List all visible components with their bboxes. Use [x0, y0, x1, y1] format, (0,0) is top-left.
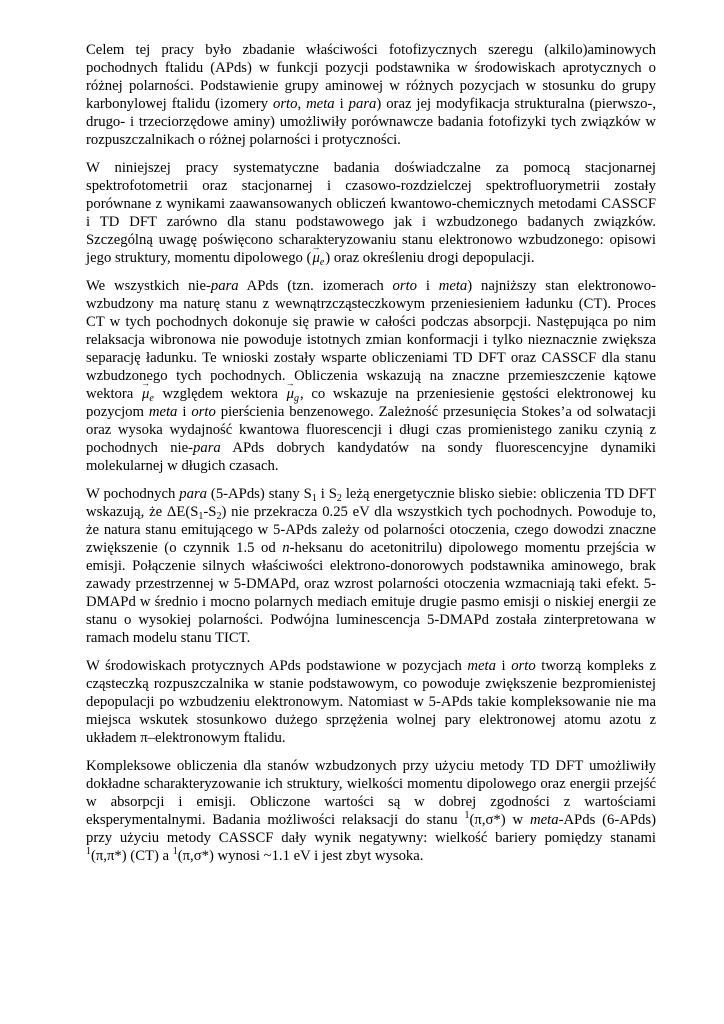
text: ) najniższy stan elektronowo-wzbudzony ma naturę stanu z wewnątrzcząsteczkowym przeniesieniem ładunku (CT). Proces CT w tych pochodnych dokonuje się prawie w całości podczas absorpcji. Następująca po nim relaksacja wibronowa nie powoduje istotnych zmian konformacji i tylko nieznacznie zwiększa separację ładunku. Te wnioski zostały wsparte obliczeniami TD DFT oraz CASSCF dla stanu wzbudzonego tych pochodnych. Obliczenia wskazują na znaczne przemieszczenie kątowe wektora: [86, 278, 656, 402]
text: ,: [297, 96, 307, 112]
text: ) nie przekracza 0.25 eV dla wszystkich tych pochodnych. Powoduje to, że natura stanu emitującego w 5-APds zależy od polarności otoczenia, czego dowodzi znaczne zwiększenie (o czynnik 1.5 od: [86, 504, 656, 556]
text: ) oraz jej modyfikacja strukturalna (pierwszo-, drugo- i trzeciorzędowe aminy) umożliwiły porównawcze badania fotofizyki tych związków w rozpuszczalnikach o różnej polarności i protyczności.: [86, 96, 656, 148]
paragraph-4: [86, 485, 656, 647]
text: -S: [203, 504, 217, 520]
text: W niniejszej pracy systematyczne badania doświadczalne za pomocą stacjonarnej spektrofotometrii oraz stacjonarnej i czasowo-rozdzielczej spektrofluorymetrii zostały porównane z wynikami zaawansowanych obliczeń kwantowo-chemicznych metodami CASSCF i TD DFT zarówno dla stanu podstawowego jak i wzbudzonego badanych związków. Szczególną uwagę poświęcono scharakteryzowaniu stanu elektronowo wzbudzonego: opisowi jego struktury, momentu dipolowego (: [86, 160, 656, 266]
text: pierścienia benzenowego. Zależność przesunięcia Stokes’a od solwatacji oraz wysoka wydajność kwantowa fluorescencji i długi czas promienistego zaniku czynią z pochodnych nie-: [86, 404, 656, 456]
text: i S: [316, 486, 337, 502]
dipole-vector-symbol: → $\mu_e$: [311, 249, 325, 267]
text: Celem tej pracy było zbadanie właściwości fotofizycznych szeregu (alkilo)aminowych pochodnych ftalidu (APds) w funkcji pozycji podstawnika w środowiskach aprotycznych o różnej polarności. Podstawienie grupy aminowej w różnych pozycjach w stosunku do grupy karbonylowej ftalidu (izomery: [86, 42, 656, 112]
italic-term: orto: [392, 278, 418, 294]
text: względem wektora: [154, 386, 286, 402]
abstract-page: [86, 41, 656, 875]
italic-term: meta: [530, 812, 559, 828]
text: i: [177, 404, 192, 420]
italic-term: orto: [511, 658, 536, 674]
text: (π,σ*) wynosi ~1.1 eV i jest zbyt wysoka.: [177, 848, 424, 864]
italic-term: para: [193, 440, 221, 456]
subscript: 1: [198, 511, 204, 522]
text: (5-APds) stany S: [207, 486, 312, 502]
subscript: 2: [336, 493, 342, 504]
superscript: 1: [464, 810, 470, 821]
paragraph-6: [86, 757, 656, 865]
text: (π,π*) (CT) a: [91, 848, 173, 864]
text: APds (tzn. izomerach: [238, 278, 393, 294]
italic-term: para: [210, 278, 239, 294]
text: (π,σ*) w: [469, 812, 530, 828]
text: -heksanu do acetonitrilu) dipolowego momentu przejścia w emisji. Połączenie silnych właściwości elektrono-donorowych podstawnika aminowego, brak zawady przestrzennej w 5-DMAPd, oraz wzrost polarności otoczenia wzmacniają taki efekt. 5-DMAPd w średnio i mocno polarnych mediach emituje drugie pasmo emisji o niskiej energii ze stanu o wysokiej polarności. Podwójna luminescencja 5-DMAPd została zinterpretowana w ramach modelu stanu TICT.: [86, 540, 657, 646]
italic-term: para: [348, 96, 377, 112]
dipole-vector-symbol: → $\mu_g$: [286, 385, 300, 403]
dipole-vector-symbol: → $\mu_e$: [141, 385, 155, 403]
text: i: [334, 96, 349, 112]
text: APds dobrych kandydatów na sondy fluorescencyjne dynamiki molekularnej w długich czasach.: [86, 440, 656, 474]
italic-term: meta: [306, 96, 335, 112]
paragraph-1: [86, 41, 656, 149]
italic-term: meta: [467, 658, 496, 674]
italic-term: orto: [191, 404, 216, 420]
text: i: [495, 658, 512, 674]
italic-term: meta: [148, 404, 178, 420]
paragraph-3: [86, 277, 656, 475]
paragraph-5: [86, 657, 656, 747]
text: We wszystkich nie-: [86, 278, 211, 294]
text: W pochodnych: [86, 486, 180, 502]
text: Kompleksowe obliczenia dla stanów wzbudzonych przy użyciu metody TD DFT umożliwiły dokładne scharakteryzowanie ich struktury, wielkości momentu dipolowego oraz energii przejść w absorpcji i emisji. Obliczone wartości są w dobrej zgodności z wartościami eksperymentalnymi. Badania możliwości relaksacji do stanu: [86, 758, 656, 828]
text: , co wskazuje na przeniesienie gęstości elektronowej ku pozycjom: [86, 386, 656, 420]
text: ) oraz określeniu drogi depopulacji.: [325, 250, 535, 266]
subscript: 2: [216, 511, 222, 522]
subscript: 1: [311, 493, 317, 504]
superscript: 1: [172, 846, 178, 857]
italic-term: n: [282, 540, 290, 556]
text: tworzą kompleks z cząsteczką rozpuszczalnika w stanie podstawowym, co powoduje zwiększenie bezpromienistej depopulacji po wzbudzeniu elektronowym. Natomiast w 5-APds takie kompleksowanie nie ma miejsca wskutek stosunkowo dużego sprzężenia wolnej pary elektronowej atomu azotu z układem π–elektronowym ftalidu.: [86, 658, 656, 746]
italic-term: meta: [438, 278, 468, 294]
paragraph-2: [86, 159, 656, 267]
text: i: [417, 278, 439, 294]
italic-term: para: [179, 486, 207, 502]
text: W środowiskach protycznych APds podstawione w pozycjach: [86, 658, 468, 674]
italic-term: orto: [272, 96, 298, 112]
text: leżą energetycznie blisko siebie: obliczenia TD DFT wskazują, że ΔE(S: [86, 486, 656, 520]
text: -APds (6-APds) przy użyciu metody CASSCF dały wynik negatywny: wielkość bariery pomiędzy stanami: [86, 812, 657, 846]
superscript: 1: [86, 846, 91, 857]
